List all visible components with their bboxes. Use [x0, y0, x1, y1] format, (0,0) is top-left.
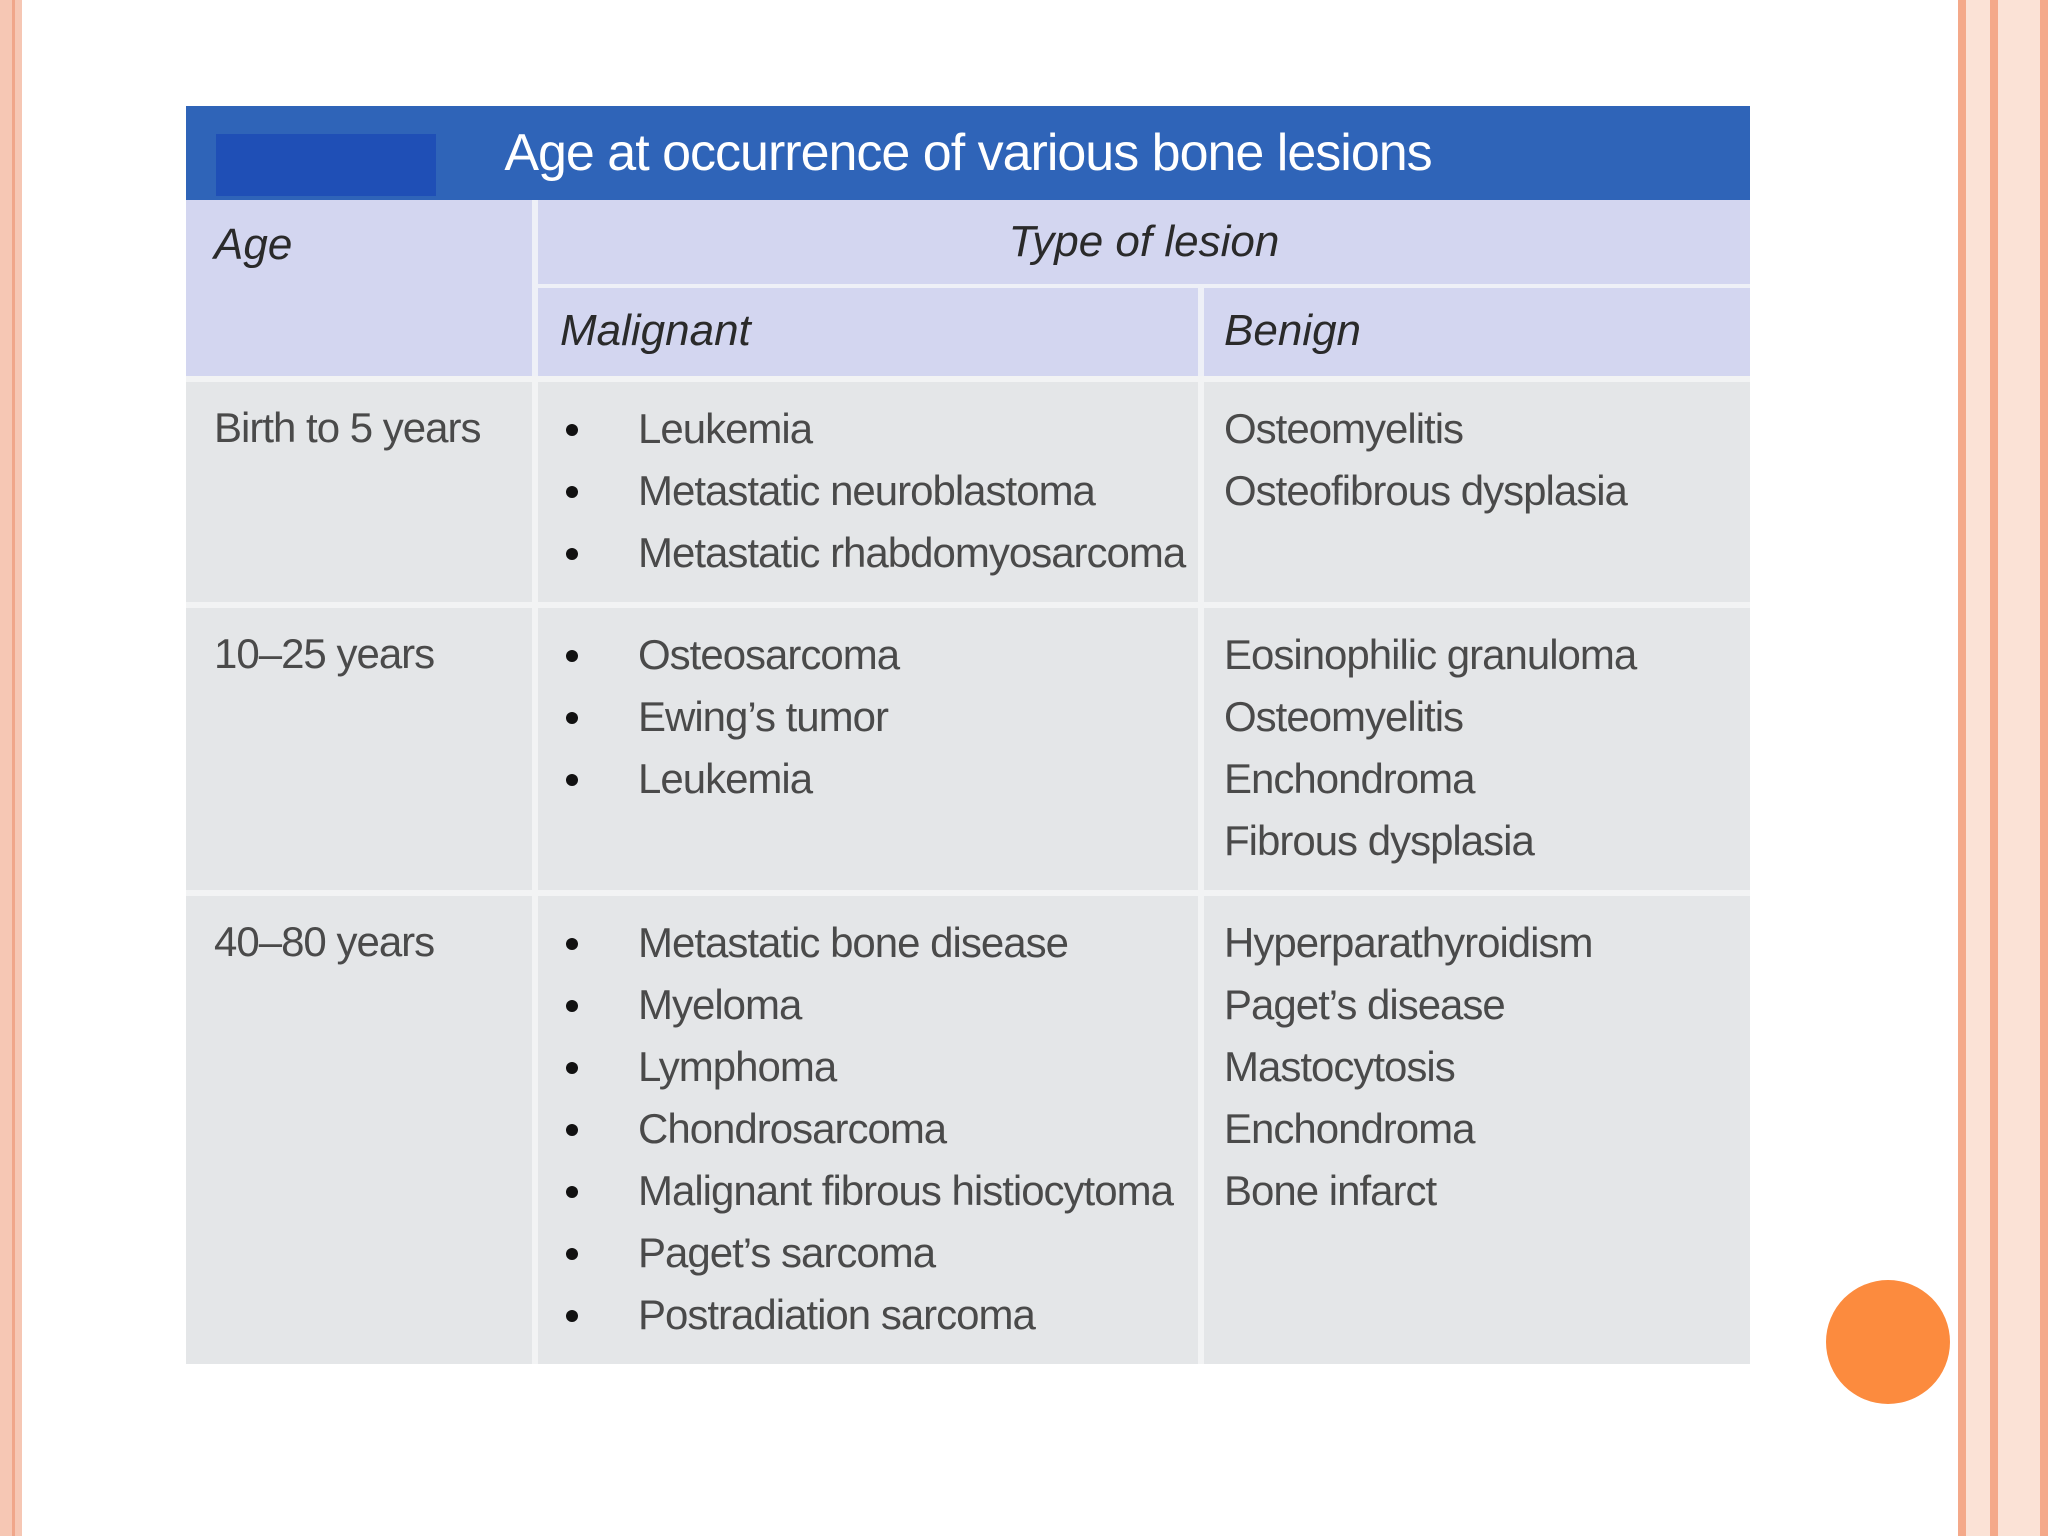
bullet-icon [566, 712, 578, 724]
cell-malignant [538, 896, 1204, 1364]
malignant-list-item [538, 1160, 1198, 1222]
bullet-icon [566, 938, 578, 950]
malignant-item-text: Metastatic neuroblastoma [638, 467, 1095, 514]
header-malignant: Malignant [538, 288, 1204, 376]
slide-frame-left [0, 0, 22, 1536]
benign-list-item: Paget’s disease [1224, 981, 1505, 1028]
malignant-item-text: Paget’s sarcoma [638, 1229, 936, 1276]
malignant-item-text: Chondrosarcoma [638, 1105, 947, 1152]
header-age: Age [186, 200, 538, 376]
malignant-item-text: Osteosarcoma [638, 631, 900, 678]
benign-list-item: Enchondroma [1224, 1105, 1475, 1152]
benign-list-item: Eosinophilic granuloma [1224, 631, 1637, 678]
bullet-icon [566, 1310, 578, 1322]
cell-age: 40–80 years [186, 896, 538, 1364]
malignant-list-item [538, 912, 1198, 974]
malignant-list-item [538, 1098, 1198, 1160]
bullet-icon [566, 1062, 578, 1074]
benign-list-item: Osteomyelitis [1224, 693, 1464, 740]
bullet-icon [566, 548, 578, 560]
benign-list-item: Osteomyelitis [1224, 405, 1464, 452]
bullet-icon [566, 774, 578, 786]
malignant-list-item [538, 624, 1198, 686]
table-row [186, 890, 1750, 1364]
malignant-list-item [538, 748, 1198, 810]
decorative-orange-dot [1826, 1280, 1950, 1404]
benign-list-item: Enchondroma [1224, 755, 1475, 802]
cell-age: Birth to 5 years [186, 382, 538, 602]
header-type-of-lesion: Type of lesion [538, 200, 1750, 288]
bullet-icon [566, 424, 578, 436]
malignant-list-item [538, 522, 1198, 584]
malignant-list-item [538, 460, 1198, 522]
table-title-bar [186, 106, 1750, 200]
benign-list-item: Mastocytosis [1224, 1043, 1455, 1090]
cell-benign [1204, 382, 1750, 602]
cell-age: 10–25 years [186, 608, 538, 890]
malignant-item-text: Malignant fibrous histiocytoma [638, 1167, 1173, 1214]
slide-frame-right-line [2040, 0, 2048, 1536]
table-header [186, 200, 1750, 376]
table-body [186, 376, 1750, 1364]
malignant-item-text: Metastatic bone disease [638, 919, 1068, 966]
bullet-icon [566, 486, 578, 498]
header-lesion-group [538, 200, 1750, 376]
bone-lesion-table [186, 106, 1750, 1364]
slide-frame-right-line [1958, 0, 1966, 1536]
bullet-icon [566, 1186, 578, 1198]
slide-frame-left-line [12, 0, 15, 1536]
malignant-item-text: Leukemia [638, 755, 813, 802]
benign-list-item: Osteofibrous dysplasia [1224, 467, 1627, 514]
benign-list-item: Hyperparathyroidism [1224, 919, 1593, 966]
malignant-item-text: Myeloma [638, 981, 802, 1028]
cell-malignant [538, 382, 1204, 602]
benign-list-item: Bone infarct [1224, 1167, 1437, 1214]
bullet-icon [566, 1000, 578, 1012]
malignant-item-text: Ewing’s tumor [638, 693, 888, 740]
header-benign: Benign [1224, 306, 1362, 355]
bullet-icon [566, 650, 578, 662]
cell-benign [1204, 896, 1750, 1364]
malignant-list-item [538, 974, 1198, 1036]
malignant-list-item [538, 686, 1198, 748]
slide-frame-right-line [1990, 0, 1998, 1536]
table-title: Age at occurrence of various bone lesions [504, 124, 1432, 182]
malignant-list-item [538, 1284, 1198, 1346]
malignant-item-text: Lymphoma [638, 1043, 837, 1090]
table-row [186, 602, 1750, 890]
cell-malignant [538, 608, 1204, 890]
cell-benign [1204, 608, 1750, 890]
bullet-icon [566, 1124, 578, 1136]
table-row [186, 376, 1750, 602]
slide-frame-right [1958, 0, 2048, 1536]
malignant-item-text: Leukemia [638, 405, 813, 452]
bullet-icon [566, 1248, 578, 1260]
benign-list-item: Fibrous dysplasia [1224, 817, 1534, 864]
malignant-list-item [538, 1222, 1198, 1284]
malignant-list-item [538, 398, 1198, 460]
malignant-item-text: Postradiation sarcoma [638, 1291, 1035, 1338]
header-subcolumns [538, 288, 1750, 376]
malignant-item-text: Metastatic rhabdomyosarcoma [638, 529, 1186, 576]
malignant-list-item [538, 1036, 1198, 1098]
